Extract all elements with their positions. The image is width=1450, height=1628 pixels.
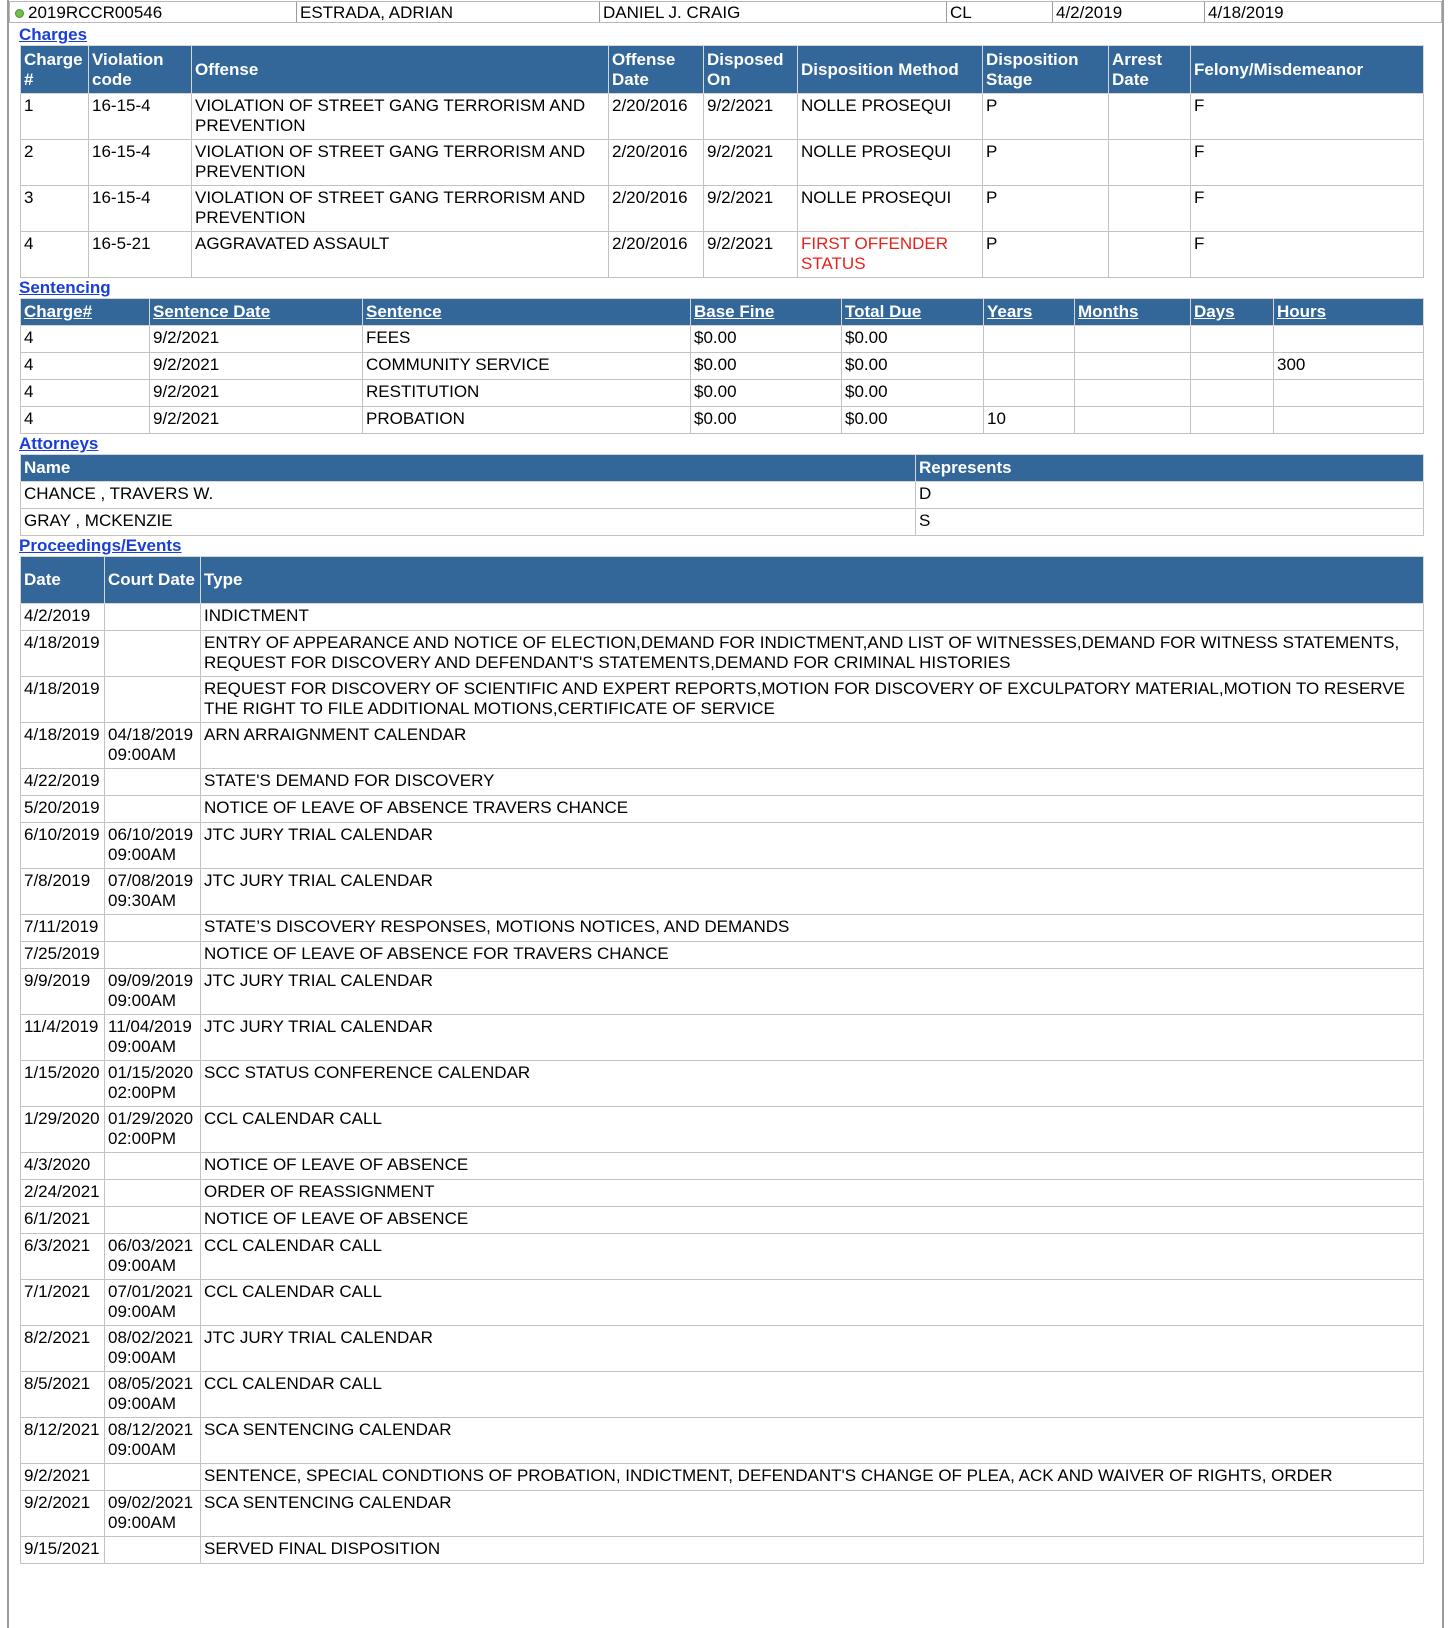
sentencing-header-sentence[interactable]: Sentence: [363, 299, 691, 326]
charges-header-charge: Charge #: [21, 46, 89, 94]
charge-row: [21, 232, 1424, 278]
proceeding-row: [21, 1207, 1424, 1234]
proceeding-type: NOTICE OF LEAVE OF ABSENCE: [201, 1153, 1424, 1180]
proceeding-type: NOTICE OF LEAVE OF ABSENCE FOR TRAVERS CHANCE: [201, 942, 1424, 969]
proceeding-court-date: [105, 1537, 201, 1564]
disposition-stage: P: [983, 186, 1109, 232]
charge-number: 4: [21, 232, 89, 278]
sentencing-header-years[interactable]: Years: [984, 299, 1075, 326]
proceeding-type: CCL CALENDAR CALL: [201, 1234, 1424, 1280]
proceeding-date: 9/2/2021: [21, 1464, 105, 1491]
proceeding-row: [21, 1464, 1424, 1491]
proceeding-court-date: 07/08/2019 09:30AM: [105, 869, 201, 915]
hours: [1274, 380, 1424, 407]
charge-number: 2: [21, 140, 89, 186]
defendant-name: ESTRADA, ADRIAN: [296, 2, 599, 22]
proceeding-row: [21, 1280, 1424, 1326]
proceeding-date: 5/20/2019: [21, 796, 105, 823]
proceeding-court-date: 09/09/2019 09:00AM: [105, 969, 201, 1015]
base-fine: $0.00: [691, 407, 842, 434]
proceeding-row: [21, 1153, 1424, 1180]
proceeding-date: 9/9/2019: [21, 969, 105, 1015]
case-header-row[interactable]: [9, 1, 1442, 23]
base-fine: $0.00: [691, 380, 842, 407]
attorneys-header-name: Name: [21, 455, 916, 482]
proceeding-row: [21, 796, 1424, 823]
proceeding-type: CCL CALENDAR CALL: [201, 1372, 1424, 1418]
violation-code: 16-5-21: [89, 232, 192, 278]
proceeding-date: 7/25/2019: [21, 942, 105, 969]
proceeding-date: 9/15/2021: [21, 1537, 105, 1564]
proceeding-court-date: [105, 604, 201, 631]
months: [1075, 353, 1191, 380]
proceeding-date: 6/3/2021: [21, 1234, 105, 1280]
proceeding-type: JTC JURY TRIAL CALENDAR: [201, 969, 1424, 1015]
violation-code: 16-15-4: [89, 140, 192, 186]
proceeding-date: 8/2/2021: [21, 1326, 105, 1372]
proceeding-court-date: [105, 1207, 201, 1234]
charges-table: [20, 45, 1424, 278]
total-due: $0.00: [842, 353, 984, 380]
attorneys-header-represents: Represents: [916, 455, 1424, 482]
proceeding-row: [21, 1234, 1424, 1280]
proceeding-date: 1/15/2020: [21, 1061, 105, 1107]
disposed-on: 9/2/2021: [704, 94, 798, 140]
sentence-date: 9/2/2021: [150, 326, 363, 353]
sentencing-row: [21, 380, 1424, 407]
proceeding-type: JTC JURY TRIAL CALENDAR: [201, 823, 1424, 869]
proceeding-row: [21, 677, 1424, 723]
attorney-row: [21, 482, 1424, 509]
proceeding-type: CCL CALENDAR CALL: [201, 1107, 1424, 1153]
proceeding-row: [21, 631, 1424, 677]
proceeding-date: 7/1/2021: [21, 1280, 105, 1326]
proceeding-row: [21, 1180, 1424, 1207]
years: 10: [984, 407, 1075, 434]
charge-number: 4: [21, 353, 150, 380]
filed-date: 4/2/2019: [1052, 2, 1204, 22]
charge-row: [21, 186, 1424, 232]
proceeding-type: SENTENCE, SPECIAL CONDTIONS OF PROBATION, INDICTMENT, DEFENDANT'S CHANGE OF PLEA, ACK AND WAIVER OF RIGHTS, ORDER: [201, 1464, 1424, 1491]
charges-section-link[interactable]: Charges: [19, 25, 88, 44]
proceeding-row: [21, 915, 1424, 942]
proceeding-date: 9/2/2021: [21, 1491, 105, 1537]
proceeding-court-date: 01/29/2020 02:00PM: [105, 1107, 201, 1153]
proceeding-date: 6/1/2021: [21, 1207, 105, 1234]
proceeding-court-date: 08/05/2021 09:00AM: [105, 1372, 201, 1418]
charge-number: 4: [21, 407, 150, 434]
proceeding-type: SCA SENTENCING CALENDAR: [201, 1418, 1424, 1464]
disposition-method: NOLLE PROSEQUI: [798, 94, 983, 140]
proceeding-date: 4/22/2019: [21, 769, 105, 796]
months: [1075, 380, 1191, 407]
proceeding-date: 4/3/2020: [21, 1153, 105, 1180]
proceeding-court-date: 08/02/2021 09:00AM: [105, 1326, 201, 1372]
disposed-on: 9/2/2021: [704, 232, 798, 278]
proceeding-court-date: [105, 1464, 201, 1491]
proceeding-date: 4/18/2019: [21, 723, 105, 769]
hours: [1274, 407, 1424, 434]
proceeding-court-date: [105, 1153, 201, 1180]
proceeding-court-date: [105, 631, 201, 677]
days: [1191, 407, 1274, 434]
proceeding-type: JTC JURY TRIAL CALENDAR: [201, 869, 1424, 915]
judge-name: DANIEL J. CRAIG: [599, 2, 946, 22]
proceeding-type: NOTICE OF LEAVE OF ABSENCE: [201, 1207, 1424, 1234]
proceeding-date: 7/11/2019: [21, 915, 105, 942]
years: [984, 353, 1075, 380]
case-number-cell[interactable]: [10, 2, 296, 22]
proceeding-court-date: 07/01/2021 09:00AM: [105, 1280, 201, 1326]
months: [1075, 326, 1191, 353]
total-due: $0.00: [842, 380, 984, 407]
base-fine: $0.00: [691, 326, 842, 353]
charge-row: [21, 140, 1424, 186]
proceeding-row: [21, 969, 1424, 1015]
charge-number: 4: [21, 380, 150, 407]
case-number: 2019RCCR00546: [28, 3, 163, 22]
years: [984, 326, 1075, 353]
proceeding-court-date: 06/03/2021 09:00AM: [105, 1234, 201, 1280]
days: [1191, 353, 1274, 380]
charges-header-offense: Offense: [192, 46, 609, 94]
proceeding-row: [21, 604, 1424, 631]
sentencing-header-base-fine[interactable]: Base Fine: [691, 299, 842, 326]
hours: 300: [1274, 353, 1424, 380]
days: [1191, 326, 1274, 353]
sentence-date: 9/2/2021: [150, 353, 363, 380]
charges-header-violation-code: Violation code: [89, 46, 192, 94]
proceeding-type: ORDER OF REASSIGNMENT: [201, 1180, 1424, 1207]
offense-date: 2/20/2016: [609, 232, 704, 278]
days: [1191, 380, 1274, 407]
proceedings-header-type: Type: [201, 557, 1424, 604]
proceeding-type: CCL CALENDAR CALL: [201, 1280, 1424, 1326]
charge-number: 1: [21, 94, 89, 140]
sentencing-row: [21, 353, 1424, 380]
proceeding-court-date: 06/10/2019 09:00AM: [105, 823, 201, 869]
violation-code: 16-15-4: [89, 186, 192, 232]
sentencing-header-days[interactable]: Days: [1191, 299, 1274, 326]
proceeding-row: [21, 1372, 1424, 1418]
proceeding-row: [21, 1418, 1424, 1464]
proceeding-date: 1/29/2020: [21, 1107, 105, 1153]
hours: [1274, 326, 1424, 353]
proceeding-row: [21, 723, 1424, 769]
proceeding-type: JTC JURY TRIAL CALENDAR: [201, 1326, 1424, 1372]
sentencing-header-total-due[interactable]: Total Due: [842, 299, 984, 326]
disposition-method: NOLLE PROSEQUI: [798, 140, 983, 186]
proceeding-court-date: [105, 677, 201, 723]
charges-header-arrest-date: Arrest Date: [1109, 46, 1191, 94]
proceedings-table: [20, 556, 1424, 1564]
arrest-date: [1109, 94, 1191, 140]
sentence-date: 9/2/2021: [150, 407, 363, 434]
sentencing-header-sentence-date[interactable]: Sentence Date: [150, 299, 363, 326]
sentencing-row: [21, 407, 1424, 434]
proceeding-date: 4/18/2019: [21, 677, 105, 723]
proceeding-type: SCA SENTENCING CALENDAR: [201, 1491, 1424, 1537]
disposed-on: 9/2/2021: [704, 186, 798, 232]
offense: VIOLATION OF STREET GANG TERRORISM AND PREVENTION: [192, 94, 609, 140]
proceeding-type: STATE’S DISCOVERY RESPONSES, MOTIONS NOTICES, AND DEMANDS: [201, 915, 1424, 942]
total-due: $0.00: [842, 407, 984, 434]
proceeding-row: [21, 1491, 1424, 1537]
proceeding-type: ENTRY OF APPEARANCE AND NOTICE OF ELECTION,DEMAND FOR INDICTMENT,AND LIST OF WITNESSES,DEMAND FOR WITNESS STATEMENTS, REQUEST FOR DISCOVERY AND DEFENDANT'S STATEMENTS,DEMAND FOR CRIMINAL HISTORIES: [201, 631, 1424, 677]
proceeding-court-date: 08/12/2021 09:00AM: [105, 1418, 201, 1464]
proceeding-type: INDICTMENT: [201, 604, 1424, 631]
charges-header-disposed-on: Disposed On: [704, 46, 798, 94]
proceeding-row: [21, 1015, 1424, 1061]
proceeding-row: [21, 823, 1424, 869]
proceeding-court-date: [105, 1180, 201, 1207]
proceeding-row: [21, 1061, 1424, 1107]
proceeding-row: [21, 869, 1424, 915]
charges-header-felony-misdemeanor: Felony/Misdemeanor: [1191, 46, 1424, 94]
sentencing-header-charge[interactable]: Charge#: [21, 299, 150, 326]
disposition-method: NOLLE PROSEQUI: [798, 186, 983, 232]
offense-date: 2/20/2016: [609, 186, 704, 232]
attorney-represents: D: [916, 482, 1424, 509]
charge-number: 3: [21, 186, 89, 232]
charge-number: 4: [21, 326, 150, 353]
disposition-stage: P: [983, 232, 1109, 278]
proceeding-row: [21, 1107, 1424, 1153]
offense-date: 2/20/2016: [609, 140, 704, 186]
base-fine: $0.00: [691, 353, 842, 380]
arrest-date: [1109, 232, 1191, 278]
sentence: RESTITUTION: [363, 380, 691, 407]
felony-misdemeanor: F: [1191, 232, 1424, 278]
disposition-method: FIRST OFFENDER STATUS: [798, 232, 983, 278]
sentencing-table: [20, 298, 1424, 434]
proceeding-date: 8/5/2021: [21, 1372, 105, 1418]
sentencing-header-months[interactable]: Months: [1075, 299, 1191, 326]
offense-date: 2/20/2016: [609, 94, 704, 140]
attorney-name: CHANCE , TRAVERS W.: [21, 482, 916, 509]
proceeding-court-date: [105, 769, 201, 796]
status-dot-icon: [15, 9, 24, 18]
charge-row: [21, 94, 1424, 140]
attorney-row: [21, 509, 1424, 536]
attorney-represents: S: [916, 509, 1424, 536]
proceeding-row: [21, 1326, 1424, 1372]
proceeding-date: 6/10/2019: [21, 823, 105, 869]
sentence: PROBATION: [363, 407, 691, 434]
attorneys-table: [20, 454, 1424, 536]
sentence: COMMUNITY SERVICE: [363, 353, 691, 380]
proceeding-date: 4/2/2019: [21, 604, 105, 631]
proceedings-header-date: Date: [21, 557, 105, 604]
proceeding-court-date: [105, 942, 201, 969]
proceeding-date: 11/4/2019: [21, 1015, 105, 1061]
proceeding-type: REQUEST FOR DISCOVERY OF SCIENTIFIC AND EXPERT REPORTS,MOTION FOR DISCOVERY OF EXCULPATORY MATERIAL,MOTION TO RESERVE THE RIGHT TO FILE ADDITIONAL MOTIONS,CERTIFICATE OF SERVICE: [201, 677, 1424, 723]
proceeding-type: NOTICE OF LEAVE OF ABSENCE TRAVERS CHANCE: [201, 796, 1424, 823]
proceeding-court-date: [105, 796, 201, 823]
proceeding-court-date: 11/04/2019 09:00AM: [105, 1015, 201, 1061]
proceedings-header-court-date: Court Date: [105, 557, 201, 604]
proceeding-court-date: 09/02/2021 09:00AM: [105, 1491, 201, 1537]
proceeding-date: 4/18/2019: [21, 631, 105, 677]
total-due: $0.00: [842, 326, 984, 353]
proceeding-type: JTC JURY TRIAL CALENDAR: [201, 1015, 1424, 1061]
sentence: FEES: [363, 326, 691, 353]
proceeding-row: [21, 942, 1424, 969]
charges-header-disposition-stage: Disposition Stage: [983, 46, 1109, 94]
disposition-stage: P: [983, 94, 1109, 140]
felony-misdemeanor: F: [1191, 140, 1424, 186]
proceeding-type: STATE'S DEMAND FOR DISCOVERY: [201, 769, 1424, 796]
proceeding-date: 7/8/2019: [21, 869, 105, 915]
attorneys-section-link[interactable]: Attorneys: [19, 434, 99, 453]
offense: AGGRAVATED ASSAULT: [192, 232, 609, 278]
proceeding-type: SERVED FINAL DISPOSITION: [201, 1537, 1424, 1564]
proceeding-court-date: 01/15/2020 02:00PM: [105, 1061, 201, 1107]
proceeding-date: 2/24/2021: [21, 1180, 105, 1207]
charges-header-offense-date: Offense Date: [609, 46, 704, 94]
offense: VIOLATION OF STREET GANG TERRORISM AND PREVENTION: [192, 186, 609, 232]
case-type: CL: [946, 2, 1052, 22]
arrest-date: [1109, 140, 1191, 186]
charges-header-disposition-method: Disposition Method: [798, 46, 983, 94]
felony-misdemeanor: F: [1191, 94, 1424, 140]
proceeding-type: SCC STATUS CONFERENCE CALENDAR: [201, 1061, 1424, 1107]
proceeding-court-date: 04/18/2019 09:00AM: [105, 723, 201, 769]
sentencing-header-hours[interactable]: Hours: [1274, 299, 1424, 326]
arraignment-date: 4/18/2019: [1204, 2, 1441, 22]
disposition-stage: P: [983, 140, 1109, 186]
attorney-name: GRAY , MCKENZIE: [21, 509, 916, 536]
disposed-on: 9/2/2021: [704, 140, 798, 186]
proceeding-row: [21, 1537, 1424, 1564]
violation-code: 16-15-4: [89, 94, 192, 140]
arrest-date: [1109, 186, 1191, 232]
proceeding-row: [21, 769, 1424, 796]
proceeding-date: 8/12/2021: [21, 1418, 105, 1464]
offense: VIOLATION OF STREET GANG TERRORISM AND PREVENTION: [192, 140, 609, 186]
sentencing-section-link[interactable]: Sentencing: [19, 278, 111, 297]
months: [1075, 407, 1191, 434]
sentence-date: 9/2/2021: [150, 380, 363, 407]
proceeding-court-date: [105, 915, 201, 942]
years: [984, 380, 1075, 407]
proceeding-type: ARN ARRAIGNMENT CALENDAR: [201, 723, 1424, 769]
proceedings-section-link[interactable]: Proceedings/Events: [19, 536, 182, 555]
felony-misdemeanor: F: [1191, 186, 1424, 232]
sentencing-row: [21, 326, 1424, 353]
